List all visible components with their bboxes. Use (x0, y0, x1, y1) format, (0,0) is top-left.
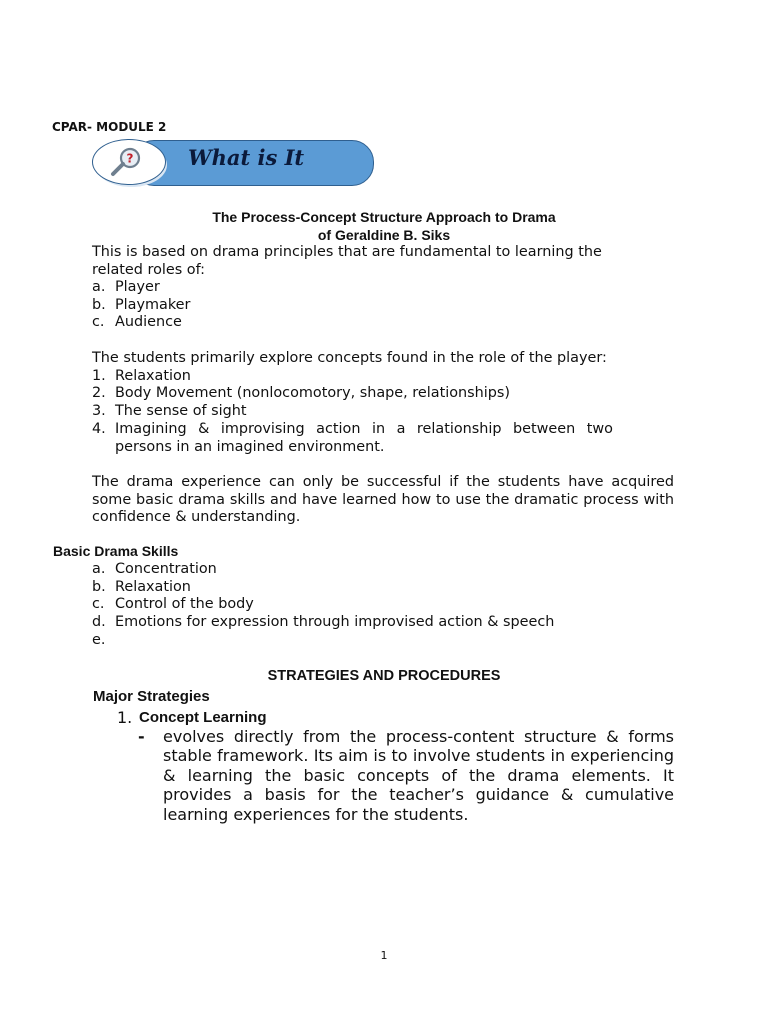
concept-marker: 4. (92, 421, 106, 437)
svg-text:?: ? (126, 151, 134, 166)
player-lead: The students primarily explore concepts found in the role of the player: (92, 350, 607, 366)
skill-marker: b. (92, 579, 106, 595)
strategy-description: evolves directly from the process-content structure & forms stable framework. Its aim is to involve students in experiencing & learning the basic concepts of the drama elements. It provides a basis for the teacher’s guidance & cumulative learning experiences for the students. (163, 727, 674, 824)
intro-line-2: related roles of: (92, 262, 206, 278)
strategy-marker: 1. (117, 708, 133, 727)
what-is-it-banner (92, 139, 374, 187)
document-title-line-2: of Geraldine B. Siks (317, 227, 451, 243)
role-text: Playmaker (115, 297, 191, 313)
concept-marker: 1. (92, 368, 106, 384)
role-marker: c. (92, 314, 105, 330)
skill-item (92, 614, 555, 632)
role-marker: b. (92, 297, 106, 313)
skill-text: Relaxation (115, 579, 191, 595)
role-item (92, 279, 160, 297)
concept-text: Relaxation (115, 368, 191, 384)
skill-item (92, 596, 254, 614)
module-label: CPAR- MODULE 2 (52, 120, 167, 134)
skill-item (92, 632, 105, 650)
concept-continued: persons in an imagined environment. (115, 439, 385, 455)
concept-text: The sense of sight (115, 403, 247, 419)
intro-line-1: This is based on drama principles that are fundamental to learning the (92, 244, 602, 260)
role-text: Player (115, 279, 160, 295)
concept-text: Body Movement (nonlocomotory, shape, relationships) (115, 385, 511, 401)
document-title-line-1: The Process-Concept Structure Approach to Drama (212, 209, 556, 225)
skill-item (92, 579, 191, 597)
role-item (92, 314, 182, 332)
concept-item (92, 385, 511, 403)
strategies-heading: STRATEGIES AND PROCEDURES (267, 668, 501, 684)
role-text: Audience (115, 314, 182, 330)
strategy-label: Concept Learning (139, 709, 267, 726)
skill-text: Concentration (115, 561, 217, 577)
skill-marker: c. (92, 596, 105, 612)
page-number: 1 (380, 949, 388, 962)
concept-item (92, 403, 247, 421)
skill-item (92, 561, 217, 579)
skill-marker: e. (92, 632, 106, 648)
concept-marker: 2. (92, 385, 106, 401)
skill-marker: a. (92, 561, 106, 577)
strategy-dash: - (138, 727, 145, 746)
skill-text: Control of the body (115, 596, 254, 612)
skill-marker: d. (92, 614, 106, 630)
concept-item (92, 421, 613, 439)
skills-heading: Basic Drama Skills (53, 543, 179, 559)
skill-text: Emotions for expression through improvised action & speech (115, 614, 555, 630)
major-strategies-heading: Major Strategies (93, 688, 210, 705)
magnifier-question-icon (106, 145, 150, 179)
experience-paragraph: The drama experience can only be successful if the students have acquired some basic drama skills and have learned how to use the dramatic process with confidence & understanding. (92, 474, 674, 526)
concept-text: Imagining & improvising action in a relationship between two (115, 421, 613, 437)
strategy-item (117, 708, 267, 727)
banner-title: What is It (188, 145, 305, 170)
role-item (92, 297, 191, 315)
concept-marker: 3. (92, 403, 106, 419)
role-marker: a. (92, 279, 106, 295)
concept-item (92, 368, 191, 386)
